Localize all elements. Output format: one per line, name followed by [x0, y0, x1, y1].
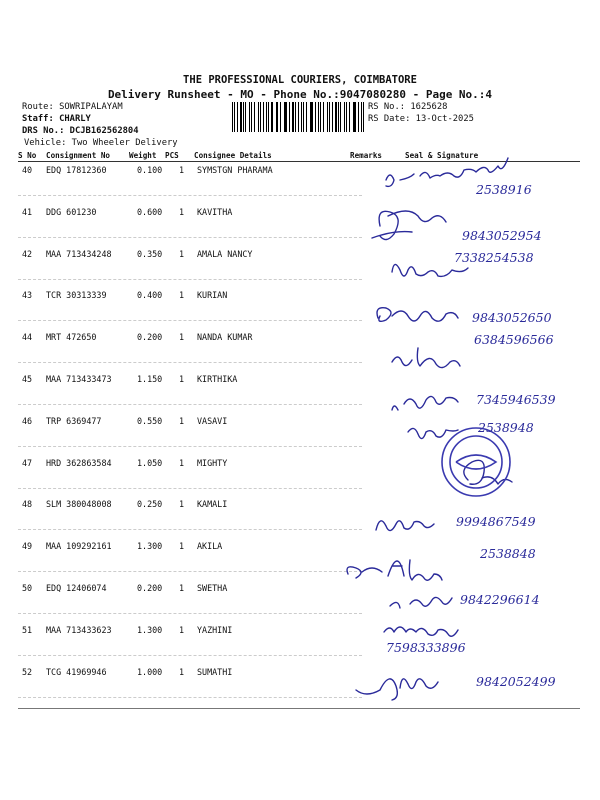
drs-number: DRS No.: DCJB162562804 [22, 126, 139, 136]
row-pcs: 1 [179, 541, 185, 552]
row-consignee: YAZHINI [197, 624, 233, 635]
signature-stroke [386, 158, 508, 186]
barcode-bar [306, 102, 307, 132]
barcode-bar [249, 102, 250, 132]
barcode-bar [335, 102, 337, 132]
row-separator [18, 488, 362, 489]
row-consignment: TRP 6369477 [46, 415, 102, 426]
barcode [232, 102, 366, 132]
row-weight: 0.400 [137, 290, 163, 301]
row-sno: 51 [22, 624, 33, 635]
signature-stroke [377, 308, 458, 322]
row-separator [18, 446, 362, 447]
runsheet-subtitle: Delivery Runsheet - MO - Phone No.:9047080280 - Page No.:4 [107, 88, 493, 101]
barcode-bar [295, 102, 296, 132]
handwritten-note: 2538848 [480, 546, 536, 561]
row-separator [18, 404, 362, 405]
barcode-bar [245, 102, 246, 132]
row-sno: 52 [22, 666, 33, 677]
row-consignee: NANDA KUMAR [197, 332, 253, 343]
row-weight: 1.150 [137, 374, 163, 384]
barcode-bar [280, 102, 281, 132]
row-weight: 0.250 [137, 499, 163, 510]
signature-stroke [390, 597, 452, 608]
barcode-bar [254, 102, 255, 132]
barcode-bar [285, 102, 286, 132]
barcode-bar [258, 102, 260, 132]
row-sno: 41 [22, 206, 33, 217]
row-sno: 42 [22, 248, 33, 259]
rs-number: RS No.: 1625628 [368, 102, 448, 112]
signature-stroke [392, 396, 458, 410]
row-weight: 0.100 [137, 165, 163, 175]
header-divider [18, 161, 580, 162]
row-consignee: KAMALI [197, 499, 228, 510]
handwritten-note: 7338254538 [454, 250, 534, 265]
barcode-bar [349, 102, 350, 132]
row-weight: 0.200 [137, 332, 163, 343]
handwritten-note: 9843052954 [462, 228, 542, 243]
barcode-bar [243, 102, 244, 132]
row-consignment: EDQ 17812360 [46, 165, 107, 175]
row-weight: 1.000 [137, 666, 163, 677]
barcode-bar [338, 102, 339, 132]
signature-stroke [408, 428, 458, 438]
row-consignee: VASAVI [197, 415, 228, 426]
barcode-bar [237, 102, 238, 132]
row-pcs: 1 [179, 248, 185, 259]
barcode-bar [327, 102, 328, 132]
row-separator [18, 279, 362, 280]
bottom-rule [18, 708, 580, 709]
barcode-bar [329, 102, 330, 132]
row-pcs: 1 [179, 290, 185, 301]
handwritten-note: 2538916 [476, 182, 532, 197]
signature-stroke [372, 211, 446, 240]
handwritten-note: 9843052650 [472, 310, 552, 325]
row-sno: 44 [22, 332, 33, 343]
row-consignment: SLM 380048008 [46, 499, 112, 510]
handwritten-note: 2538948 [478, 420, 534, 435]
rs-date: RS Date: 13-Oct-2025 [368, 114, 474, 124]
handwritten-note: 7598333896 [386, 640, 466, 655]
row-separator [18, 362, 362, 363]
row-weight: 1.300 [137, 624, 163, 635]
row-consignee: AMALA NANCY [197, 248, 253, 259]
barcode-bar [340, 102, 341, 132]
barcode-bar [266, 102, 267, 132]
barcode-bar [323, 102, 324, 132]
signature-stroke [356, 679, 438, 700]
row-pcs: 1 [179, 499, 185, 510]
row-pcs: 1 [179, 666, 185, 677]
row-sno: 46 [22, 415, 33, 426]
barcode-bar [263, 102, 264, 132]
row-weight: 1.300 [137, 541, 163, 552]
row-weight: 0.550 [137, 415, 163, 426]
barcode-bar [354, 102, 356, 132]
route-label: Route: SOWRIPALAYAM [22, 102, 123, 112]
signature-stroke [392, 264, 468, 276]
barcode-bar [298, 102, 299, 132]
vehicle-label: Vehicle: Two Wheeler Delivery [24, 138, 178, 148]
row-sno: 47 [22, 457, 33, 468]
row-consignment: DDG 601230 [46, 206, 97, 217]
barcode-bar [268, 102, 269, 132]
row-pcs: 1 [179, 624, 185, 635]
row-consignment: MAA 713433623 [46, 624, 112, 635]
barcode-bar [289, 102, 290, 132]
barcode-bar [315, 102, 316, 132]
row-consignee: MIGHTY [197, 457, 228, 468]
row-consignee: SYMSTGN PHARAMA [197, 165, 273, 175]
barcode-bar [277, 102, 278, 132]
col-seal: Seal & Signature [405, 151, 479, 160]
row-consignee: AKILA [197, 541, 223, 552]
handwritten-note: 9842052499 [476, 674, 556, 689]
barcode-bar [240, 102, 242, 132]
barcode-bar [284, 102, 285, 132]
row-consignee: KURIAN [197, 290, 228, 301]
row-pcs: 1 [179, 457, 185, 468]
row-sno: 45 [22, 374, 33, 384]
barcode-bar [344, 102, 345, 132]
col-consignment: Consignment No [46, 151, 111, 160]
barcode-bar [320, 102, 321, 132]
row-pcs: 1 [179, 332, 185, 343]
handwritten-phone-numbers [386, 182, 556, 689]
row-consignment: EDQ 12406074 [46, 583, 107, 593]
barcode-bar [346, 102, 347, 132]
row-consignment: MAA 109292161 [46, 541, 112, 552]
row-consignment: HRD 362863584 [46, 457, 112, 468]
barcode-bar [292, 102, 294, 132]
barcode-bar [301, 102, 302, 132]
row-pcs: 1 [179, 374, 185, 384]
row-separator [18, 655, 362, 656]
barcode-bar [251, 102, 252, 132]
col-weight: Weight [129, 151, 157, 160]
row-pcs: 1 [179, 415, 185, 426]
col-consignee: Consignee Details [194, 151, 272, 160]
row-consignment: MAA 713434248 [46, 248, 112, 259]
signature-stroke [464, 460, 512, 484]
row-consignee: KIRTHIKA [197, 374, 238, 384]
barcode-bar [361, 102, 362, 132]
barcode-bar [353, 102, 354, 132]
row-weight: 1.050 [137, 457, 163, 468]
row-sno: 43 [22, 290, 33, 301]
row-weight: 0.350 [137, 248, 163, 259]
row-sno: 48 [22, 499, 33, 510]
row-weight: 0.600 [137, 206, 163, 217]
row-sno: 49 [22, 541, 33, 552]
row-separator [18, 195, 362, 196]
row-separator [18, 237, 362, 238]
row-weight: 0.200 [137, 583, 163, 593]
row-consignee: SUMATHI [197, 666, 233, 677]
handwritten-note: 9842296614 [460, 592, 540, 607]
handwritten-note: 6384596566 [474, 332, 554, 347]
staff-label: Staff: CHARLY [22, 114, 91, 124]
barcode-bar [310, 102, 311, 132]
handwritten-note: 9994867549 [456, 514, 536, 529]
row-consignment: MAA 713433473 [46, 374, 112, 384]
col-sno: S No [18, 151, 37, 160]
barcode-bar [271, 102, 273, 132]
row-separator [18, 529, 362, 530]
row-separator [18, 320, 362, 321]
row-separator [18, 697, 362, 698]
handwritten-note: 7345946539 [476, 392, 556, 407]
row-consignee: KAVITHA [197, 206, 233, 217]
delivery-stamp [442, 428, 510, 496]
signature-stroke [347, 560, 442, 580]
signature-stroke [376, 521, 434, 531]
barcode-bar [260, 102, 261, 132]
row-consignment: MRT 472650 [46, 332, 97, 343]
row-separator [18, 571, 362, 572]
barcode-bar [318, 102, 319, 132]
col-remarks: Remarks [350, 151, 383, 160]
company-title: THE PROFESSIONAL COURIERS, COIMBATORE [183, 74, 417, 86]
barcode-bar [232, 102, 233, 132]
row-sno: 50 [22, 583, 33, 593]
row-pcs: 1 [179, 206, 185, 217]
barcode-bar [363, 102, 364, 132]
col-pcs: PCS [165, 151, 179, 160]
signature-stroke [392, 348, 460, 368]
row-pcs: 1 [179, 583, 185, 593]
row-consignee: SWETHA [197, 583, 228, 593]
barcode-bar [311, 102, 313, 132]
row-sno: 40 [22, 165, 33, 175]
row-separator [18, 613, 362, 614]
barcode-bar [234, 102, 235, 132]
barcode-bar [358, 102, 359, 132]
barcode-bar [303, 102, 304, 132]
barcode-bar [276, 102, 277, 132]
row-pcs: 1 [179, 165, 185, 175]
row-consignment: TCG 41969946 [46, 666, 107, 677]
signature-stroke [384, 627, 458, 636]
barcode-bar [332, 102, 333, 132]
row-consignment: TCR 30313339 [46, 290, 107, 301]
